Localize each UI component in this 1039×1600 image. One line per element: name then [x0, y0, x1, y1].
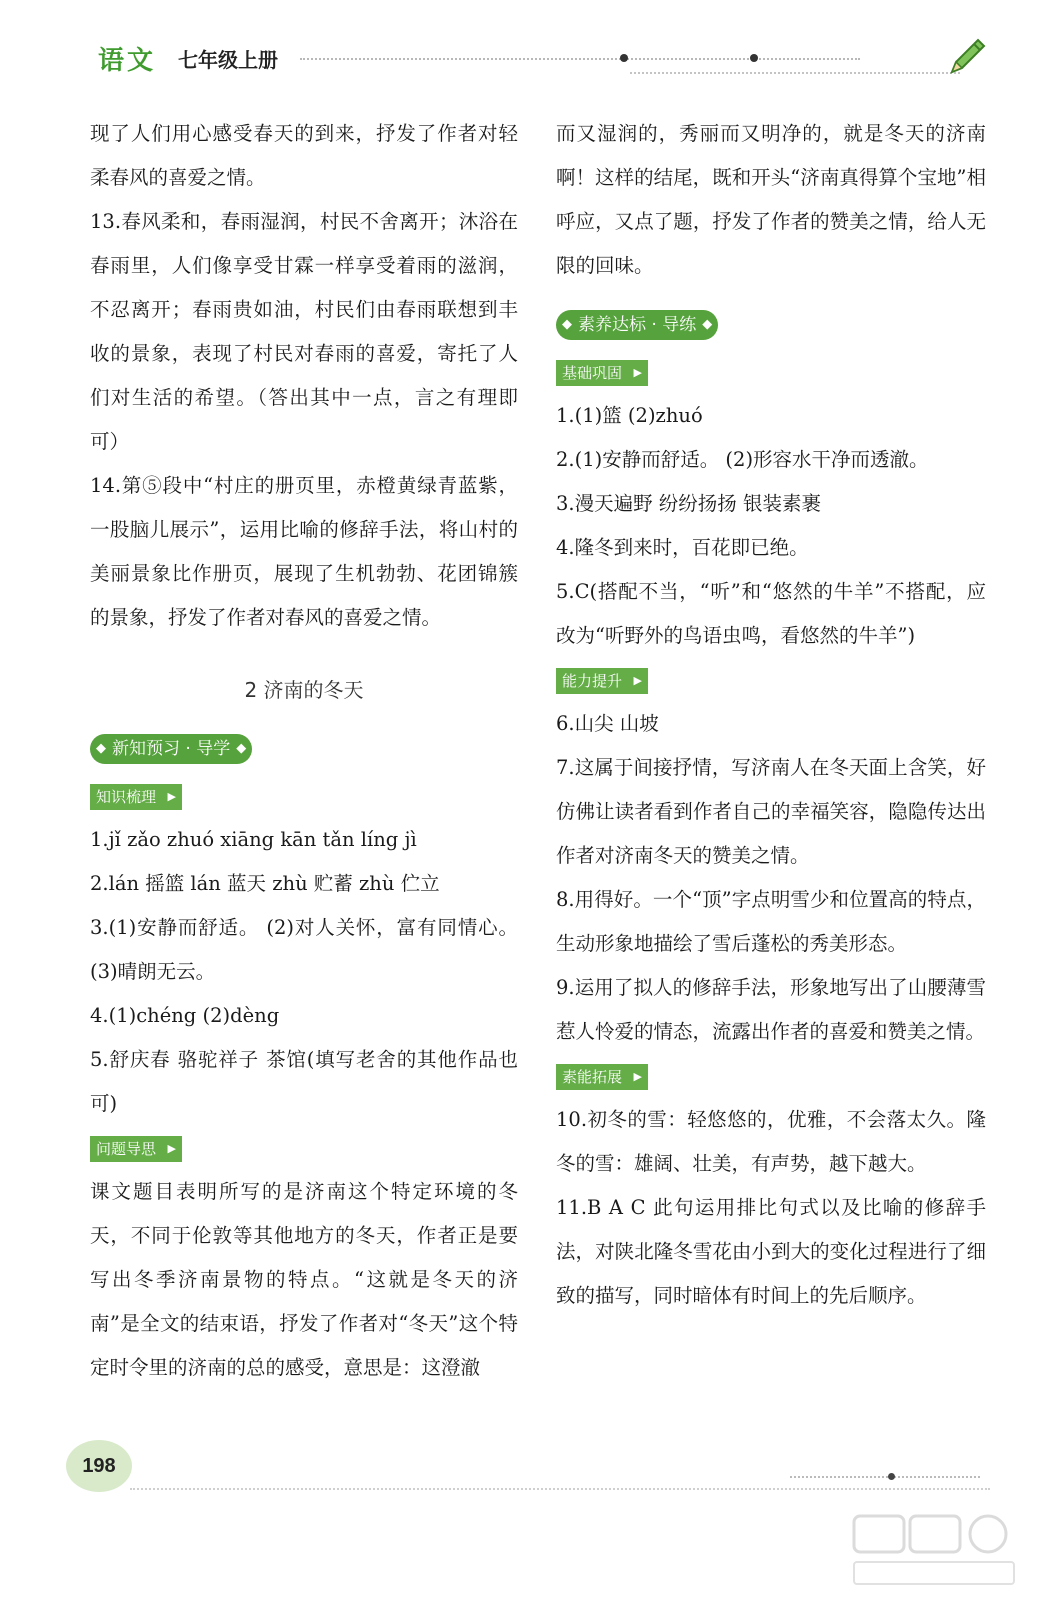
section-title: 2 济南的冬天 — [244, 678, 364, 702]
item-1: 1.jǐ zǎo zhuó xiāng kān tǎn líng jì — [90, 828, 417, 851]
answer-3: 3.漫天遍野 纷纷扬扬 银装素裹 — [556, 492, 822, 515]
answer-5: 5.C(搭配不当，“听”和“悠然的牛羊”不搭配，应改为“听野外的鸟语虫鸣，看悠然的牛羊”) — [556, 580, 986, 647]
item-2: 2.lán 摇篮 lán 蓝天 zhù 贮蓄 zhù 伫立 — [90, 872, 440, 895]
header-divider — [300, 58, 860, 60]
answer-13: 13.春风柔和，春雨湿润，村民不舍离开；沐浴在春雨里，人们像享受甘霖一样享受着雨的滋润，不忍离开；春雨贵如油，村民们由春雨联想到丰收的景象，表现了村民对春雨的喜爱，寄托了人们对生活的希望。（答出其中一点，言之有理即可） — [90, 210, 518, 453]
subject-label: 语文 — [98, 46, 157, 76]
tag-question-guide: 问题导思 ▶ — [90, 1136, 182, 1162]
answer-7: 7.这属于间接抒情，写济南人在冬天面上含笑，好仿佛让读者看到作者自己的幸福笑容，隐隐传达出作者对济南冬天的赞美之情。 — [556, 756, 986, 867]
tag-extension: 素能拓展 ▶ — [556, 1064, 648, 1090]
answer-14: 14.第⑤段中“村庄的册页里，赤橙黄绿青蓝紫，一股脑儿展示”，运用比喻的修辞手法，将山村的美丽景象比作册页，展现了生机勃勃、花团锦簇的景象，抒发了作者对春风的喜爱之情。 — [90, 474, 518, 629]
answer-9: 9.运用了拟人的修辞手法，形象地写出了山腰薄雪惹人怜爱的情态，流露出作者的喜爱和赞美之情。 — [556, 976, 986, 1043]
item-5: 5.舒庆春 骆驼祥子 茶馆(填写老舍的其他作品也可) — [90, 1048, 518, 1115]
grade-label: 七年级上册 — [178, 48, 278, 72]
item-3: 3.(1)安静而舒适。 (2)对人关怀，富有同情心。 (3)晴朗无云。 — [90, 916, 518, 983]
tag-basic: 基础巩固 ▶ — [556, 360, 648, 386]
question-guide-continued: 而又湿润的，秀丽而又明净的，就是冬天的济南啊！这样的结尾，既和开头“济南真得算个宝地”相呼应，又点了题，抒发了作者的赞美之情，给人无限的回味。 — [556, 122, 986, 277]
header-dot — [620, 54, 628, 62]
answer-12-continued: 现了人们用心感受春天的到来，抒发了作者对轻柔春风的喜爱之情。 — [90, 122, 518, 189]
footer-divider — [130, 1488, 990, 1490]
header-divider-2 — [630, 72, 960, 74]
question-guide-text: 课文题目表明所写的是济南这个特定环境的冬天，不同于伦敦等其他地方的冬天，作者正是要写出冬季济南景物的特点。“这就是冬天的济南”是全文的结束语，抒发了作者对“冬天”这个特定时令里的济南的总的感受，意思是：这澄澈 — [90, 1180, 518, 1379]
page-number: 198 — [66, 1440, 132, 1492]
tag-ability: 能力提升 ▶ — [556, 668, 648, 694]
page-header — [90, 34, 990, 82]
right-column — [556, 112, 986, 1318]
answer-10: 10.初冬的雪：轻悠悠的，优雅，不会落太久。隆冬的雪：雄阔、壮美，有声势，越下越大。 — [556, 1108, 986, 1175]
answer-11: 11.B A C 此句运用排比句式以及比喻的修辞手法，对陕北隆冬雪花由小到大的变化过程进行了细致的描写，同时暗体有时间上的先后顺序。 — [556, 1196, 986, 1307]
pencil-icon — [942, 32, 990, 80]
answer-2: 2.(1)安静而舒适。 (2)形容水干净而透澈。 — [556, 448, 929, 471]
left-column — [90, 112, 518, 1390]
footer-divider-2 — [790, 1476, 980, 1478]
header-dot — [750, 54, 758, 62]
answer-1: 1.(1)篮 (2)zhuó — [556, 404, 703, 427]
answer-4: 4.隆冬到来时，百花即已绝。 — [556, 536, 809, 559]
footer-dot — [888, 1473, 895, 1480]
watermark-logo — [850, 1510, 1020, 1590]
section-banner-preview: ◆ 新知预习 · 导学 ◆ — [90, 734, 252, 764]
answer-8: 8.用得好。一个“顶”字点明雪少和位置高的特点，生动形象地描绘了雪后蓬松的秀美形态。 — [556, 888, 986, 955]
item-4: 4.(1)chéng (2)dèng — [90, 1004, 280, 1027]
section-banner-practice: ◆ 素养达标 · 导练 ◆ — [556, 310, 718, 340]
answer-6: 6.山尖 山坡 — [556, 712, 659, 735]
tag-knowledge: 知识梳理 ▶ — [90, 784, 182, 810]
